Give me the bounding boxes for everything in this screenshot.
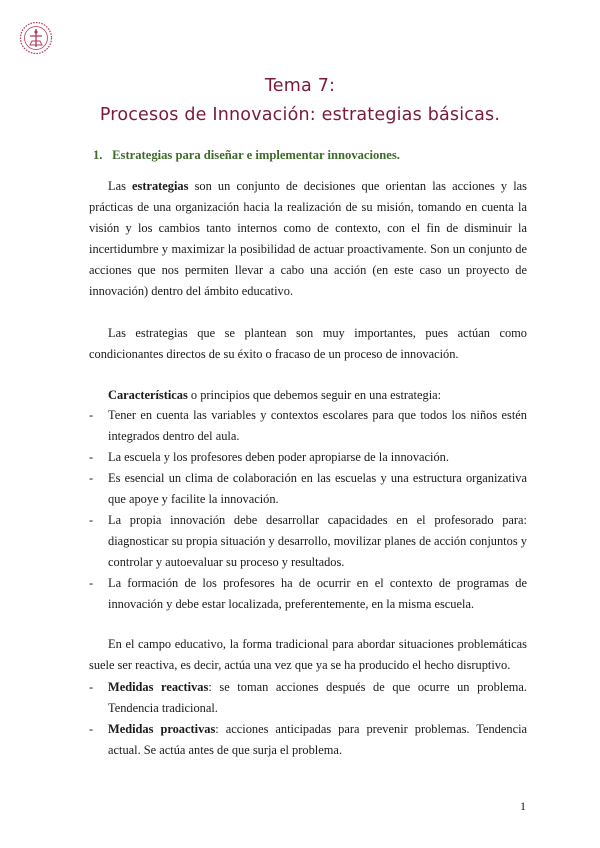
bullet-dash: - (89, 680, 94, 694)
list-item-text: Tener en cuenta las variables y contextos escolares para que todos los niños estén integrados dentro del aula. (108, 408, 527, 443)
list-item (89, 405, 527, 447)
paragraph-characteristics-intro (89, 385, 527, 406)
list-item-text: La escuela y los profesores deben poder apropiarse de la innovación. (108, 450, 449, 464)
page-number: 1 (520, 799, 526, 813)
list-item (89, 447, 527, 468)
list-item (89, 677, 527, 719)
paragraph-reactive-tradition: En el campo educativo, la forma tradicional para abordar situaciones problemáticas suele ser reactiva, es decir, actúa una vez que ya se ha producido el hecho disruptivo. (89, 637, 527, 672)
bullet-dash: - (89, 722, 94, 736)
bullet-dash: - (89, 450, 94, 464)
list-item (89, 719, 527, 761)
paragraph-body: o principios que debemos seguir en una estrategia: (187, 388, 442, 402)
list-item-text: La formación de los profesores ha de ocurrir en el contexto de programas de innovación y debe estar localizada, preferentemente, en la misma escuela. (108, 576, 527, 611)
list-item (89, 573, 527, 615)
term-caracteristicas: Características (108, 388, 188, 402)
paragraph-strategies-importance: Las estrategias que se plantean son muy importantes, pues actúan como condicionantes directos de su éxito o fracaso de un proceso de innovación. (89, 326, 527, 361)
list-item-text: : acciones anticipadas para prevenir problemas. Tendencia actual. Se actúa antes de que surja el problema. (108, 722, 528, 757)
section-heading (93, 148, 400, 163)
term-estrategias: estrategias (132, 179, 189, 193)
term-medidas-reactivas: Medidas reactivas (108, 680, 209, 694)
page-title-line-1: Tema 7: (264, 76, 336, 96)
list-item (89, 510, 527, 573)
university-seal-icon (19, 21, 53, 55)
bullet-dash: - (89, 576, 94, 590)
section-number: 1. (93, 148, 103, 162)
term-medidas-proactivas: Medidas proactivas (108, 722, 216, 736)
list-item-text: : se toman acciones después de que ocurre un problema. Tendencia tradicional. (108, 680, 527, 715)
characteristics-list (89, 405, 527, 615)
list-item-text: La propia innovación debe desarrollar capacidades en el profesorado para: diagnosticar su propia situación y desarrollo, movilizar planes de acción conjuntos y controlar y autoevaluar su proceso y resultados. (108, 513, 527, 569)
measures-list (89, 677, 527, 761)
bullet-dash: - (89, 513, 94, 527)
list-item-text: Es esencial un clima de colaboración en las escuelas y una estructura organizativa que apoye y facilite la innovación. (108, 471, 527, 506)
paragraph-strategies-definition (89, 176, 527, 302)
paragraph-lead: Las (108, 179, 133, 193)
paragraph-body: son un conjunto de decisiones que orientan las acciones y las prácticas de una organización hacia la realización de su misión, tomando en cuenta la visión y los cambios tanto internos como de contexto, con el fin de disminuir la incertidumbre y maximizar la posibilidad de actuar proactivamente. Son un conjunto de acciones que nos permiten llevar a cabo una acción (en este caso un proyecto de innovación) dentro del ámbito educativo. (89, 179, 527, 298)
section-heading-text: Estrategias para diseñar e implementar innovaciones. (112, 148, 400, 162)
page-title-line-2: Procesos de Innovación: estrategias básicas. (99, 105, 501, 125)
bullet-dash: - (89, 408, 94, 422)
list-item (89, 468, 527, 510)
bullet-dash: - (89, 471, 94, 485)
